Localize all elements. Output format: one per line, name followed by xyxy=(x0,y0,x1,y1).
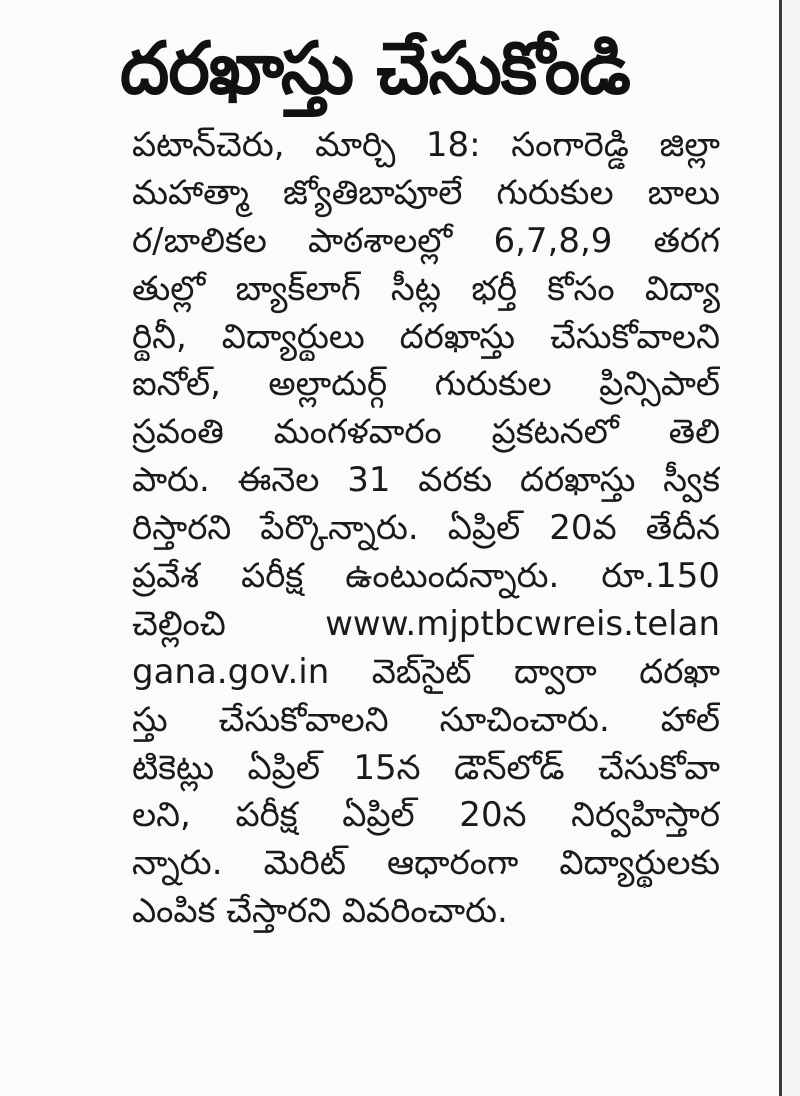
article-line: ఐనోల్, అల్లాదుర్గ్ గురుకుల ప్రిన్సిపాల్ xyxy=(132,364,720,405)
article-line: స్తు చేసుకోవాలని సూచించారు. హాల్ xyxy=(132,699,720,740)
article-line: తుల్లో బ్యాక్‌లాగ్ సీట్ల భర్తీ కోసం విద్యా xyxy=(132,268,720,309)
article-line: న్నారు. మెరిట్ ఆధారంగా విద్యార్థులకు xyxy=(132,843,720,884)
article-body xyxy=(132,122,720,936)
page-margin xyxy=(782,0,800,1096)
article-line: టికెట్లు ఏప్రిల్ 15న డౌన్‌లోడ్ చేసుకోవా xyxy=(132,747,720,788)
article-line: ఎంపిక చేస్తారని వివరించారు. xyxy=(132,891,508,932)
article-line: రిస్తారని పేర్కొన్నారు. ఏప్రిల్ 20వ తేదీన xyxy=(132,508,720,549)
article-line: ర/బాలికల పాఠశాలల్లో 6,7,8,9 తరగ xyxy=(132,220,720,261)
article-line: చెల్లించి www.mjptbcwreis.telan xyxy=(132,603,720,644)
article-line: ర్థినీ, విద్యార్థులు దరఖాస్తు చేసుకోవాలని xyxy=(132,316,720,357)
article-line: gana.gov.in వెబ్‌సైట్ ద్వారా దరఖా xyxy=(132,651,720,692)
article-line: పారు. ఈనెల 31 వరకు దరఖాస్తు స్వీక xyxy=(132,460,720,501)
article-line: లని, పరీక్ష ఏప్రిల్ 20న నిర్వహిస్తార xyxy=(132,795,720,836)
article-line: పటాన్‌చెరు, మార్చి 18: సంగారెడ్డి జిల్లా xyxy=(132,125,720,165)
article-line: ప్రవేశ పరీక్ష ఉంటుందన్నారు. రూ.150 xyxy=(132,556,720,597)
headline: దరఖాస్తు చేసుకోండి xyxy=(120,26,630,110)
article-line: స్రవంతి మంగళవారం ప్రకటనలో తెలి xyxy=(132,412,720,453)
article-line: మహాత్మా జ్యోతిబాపూలే గురుకుల బాలు xyxy=(132,172,720,213)
